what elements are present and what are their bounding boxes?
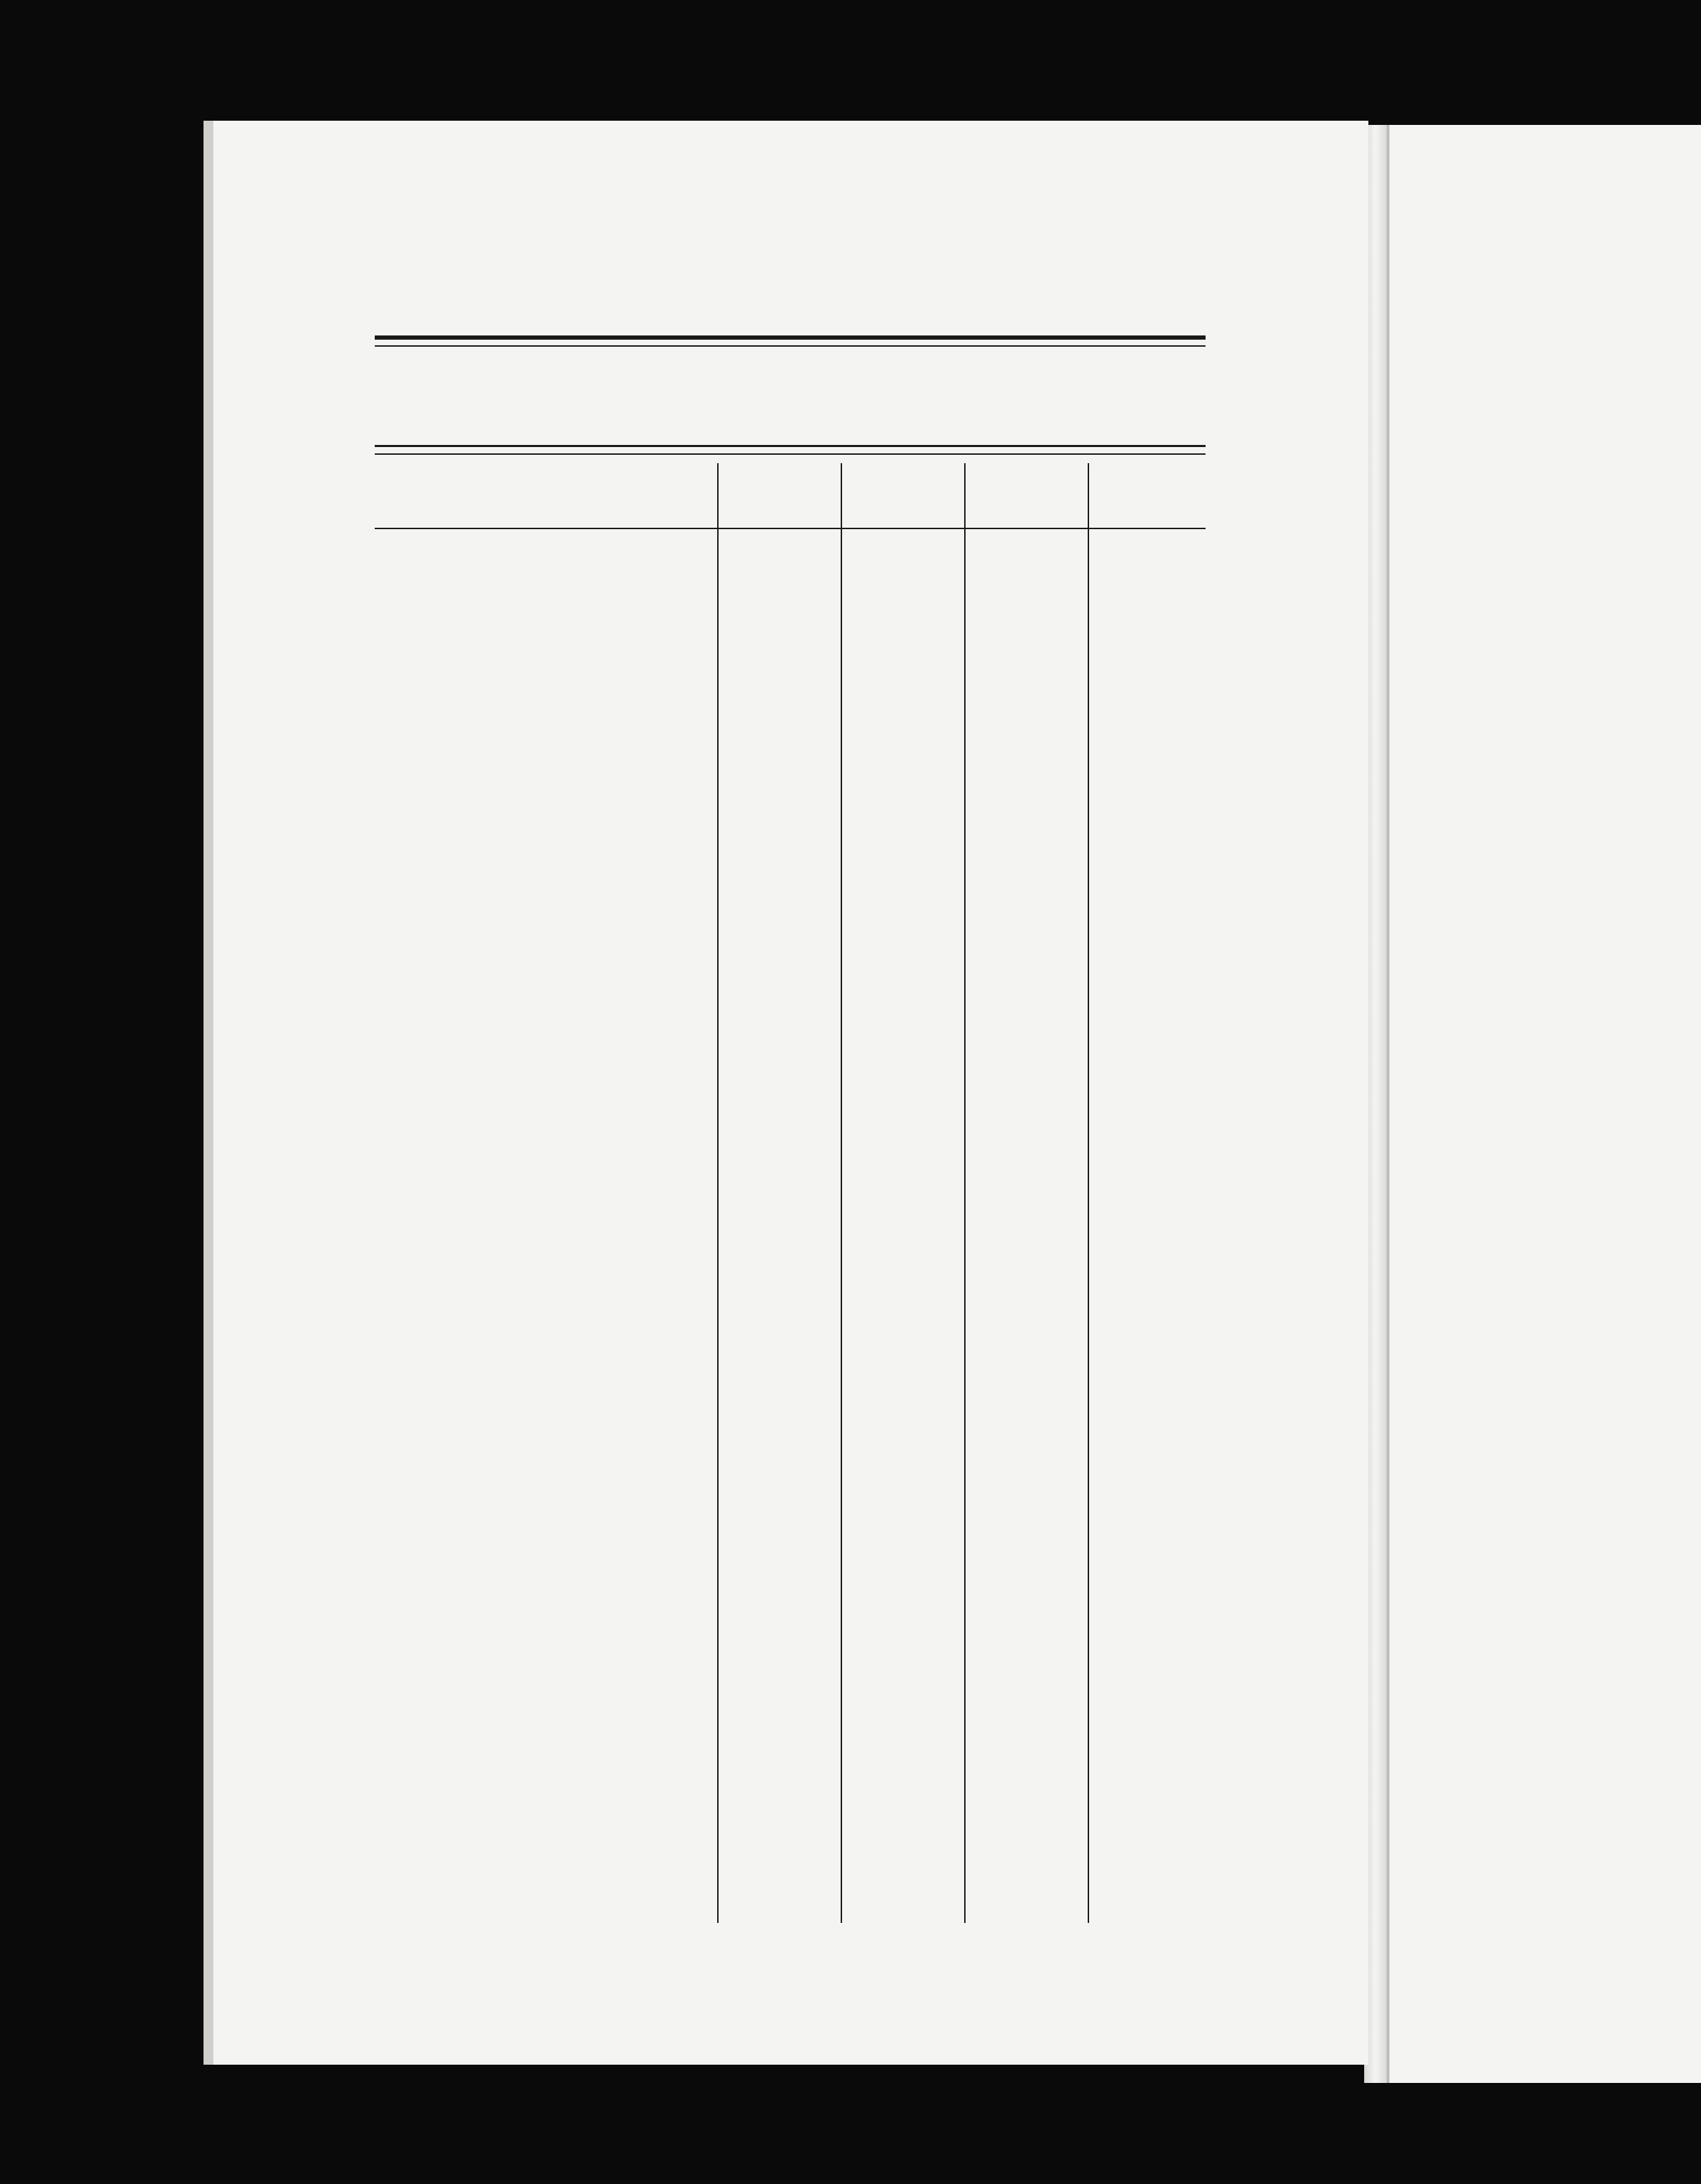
col-rule-2 [841,463,842,1923]
header-rule-thick [375,335,1206,340]
left-page [204,121,1368,2065]
col-rule-1 [717,463,719,1923]
right-page [1387,125,1701,2083]
header-rule-thin [375,345,1206,347]
column-head-rule [375,528,1206,529]
col-rule-4 [1088,463,1089,1923]
col-rule-3 [964,463,966,1923]
title-rule-2 [375,453,1206,455]
title-rule-1 [375,445,1206,447]
